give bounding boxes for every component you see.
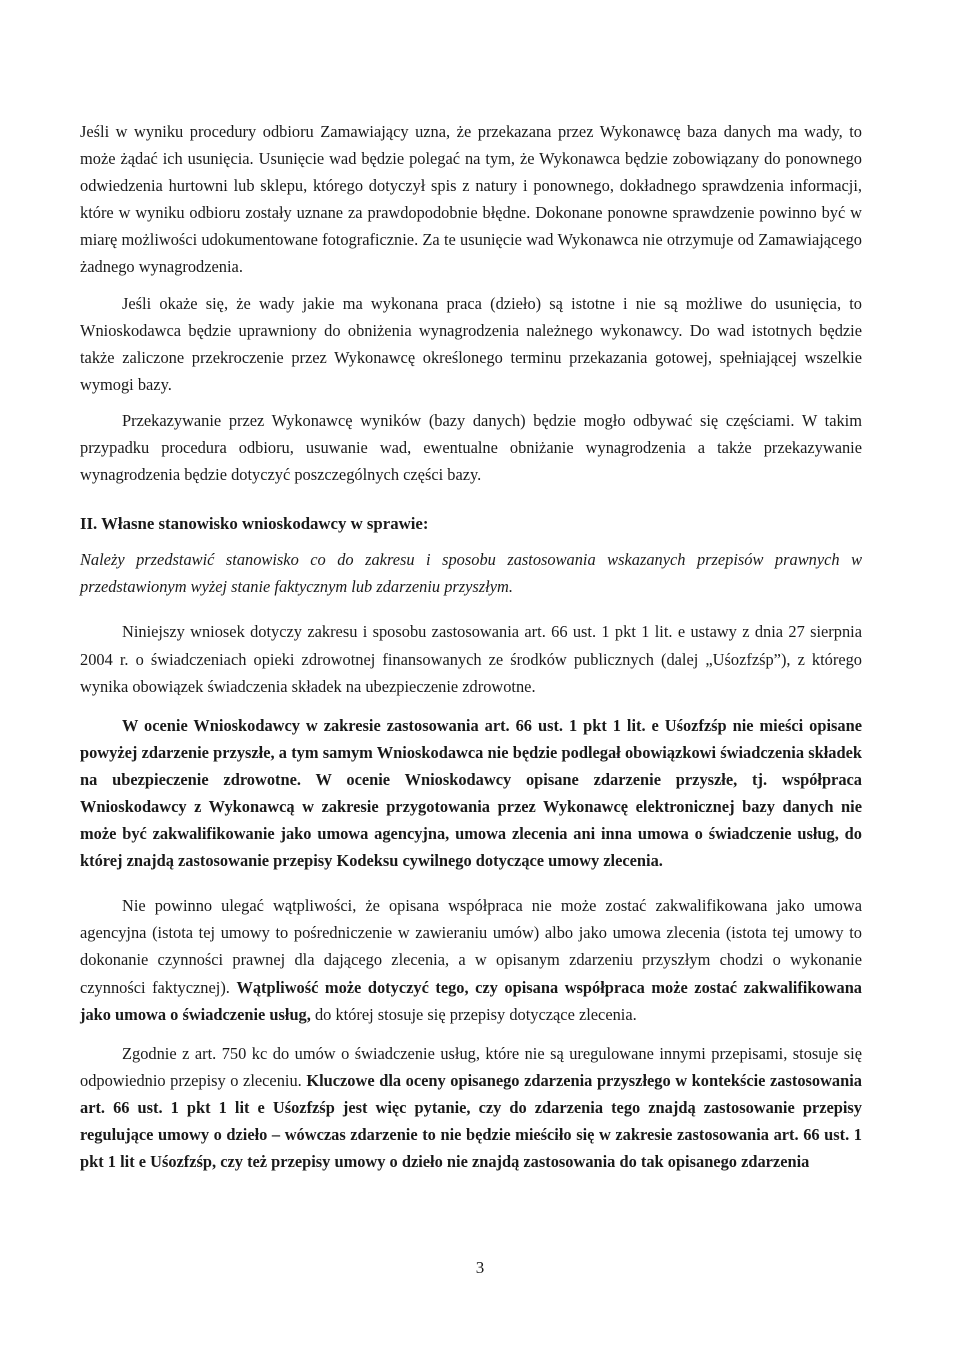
text-regular: Zgodnie z art. 750 kc do umów o świadczenie usług, które nie są uregulowane innymi przepisami, stosuje się odpowiednio przepisy o zleceniu. — [80, 1043, 862, 1090]
text-regular-tail: do której stosuje się przepisy dotyczące zlecenia. — [314, 1004, 637, 1024]
paragraph-applicant-opinion: W ocenie Wnioskodawcy w zakresie zastosowania art. 66 ust. 1 pkt 1 lit. e Uśozfzśp nie mieści opisane powyżej zdarzenie przyszłe, a tym samym Wnioskodawca nie będzie podlegał obowiązkowi świadczenia składek na ubezpieczenie zdrowotne. W ocenie Wnioskodawcy opisane zdarzenie przyszłe, tj. współpraca Wnioskodawcy z Wykonawcą w zakresie przygotowania przez Wykonawcę elektronicznej bazy danych nie może być zakwalifikowanie jako umowa agencyjna, umowa zlecenia ani inna umowa o świadczenie usług, do której znajdą zastosowanie przepisy Kodeksu cywilnego dotyczące umowy zlecenia. — [80, 715, 862, 871]
paragraph-civil-code — [80, 1040, 862, 1175]
paragraph-scope: Niniejszy wniosek dotyczy zakresu i sposobu zastosowania art. 66 ust. 1 pkt 1 lit. e ustawy z dnia 27 sierpnia 2004 r. o świadczeniach opieki zdrowotnej finansowanych ze środków publicznych (dalej „Uśozfzśp”), z którego wynika obowiązek świadczenia składek na ubezpieczenie zdrowotne. — [80, 622, 862, 696]
paragraph-instruction: Należy przedstawić stanowisko co do zakresu i sposobu zastosowania wskazanych przepisów prawnych w przedstawionym wyżej stanie faktycznym lub zdarzeniu przyszłym. — [80, 550, 862, 597]
paragraph-cooperation-qualification — [80, 892, 862, 1027]
document-page — [80, 118, 862, 1175]
paragraph-essential-defects: Jeśli okaże się, że wady jakie ma wykonana praca (dzieło) są istotne i nie są możliwe do usunięcia, to Wnioskodawca będzie uprawniony do obniżenia wynagrodzenia należnego wykonawcy. Do wad istotnych będzie także zaliczone przekroczenie przez Wykonawcę określonego terminu przekazania gotowej, spełniającej wszelkie wymogi bazy. — [80, 293, 862, 394]
text-bold: Kluczowe dla oceny opisanego zdarzenia przyszłego w kontekście zastosowania art. 66 ust. 1 pkt 1 lit e Uśozfzśp jest więc pytanie, czy do zdarzenia tego znajdą zastosowanie przepisy regulujące umowy o dzieło – wówczas zdarzenie to nie będzie mieściło się w zakresie zastosowania art. 66 ust. 1 pkt 1 lit e Uśozfzśp, czy też przepisy umowy o dzieło nie znajdą zastosowania do tak opisanego zdarzenia — [80, 1070, 862, 1172]
text-regular: Nie powinno ulegać wątpliwości, że opisana współpraca nie może zostać zakwalifikowana jako umowa agencyjna (istota tej umowy to pośredniczenie w zawieraniu umów) albo jako umowa zlecenia (istota tej umowy to dokonanie czynności prawnej dla dającego zlecenia, a w opisanym zdarzeniu przyszłym chodzi o wykonanie czynności faktycznej). — [80, 896, 862, 997]
paragraph-partial-delivery: Przekazywanie przez Wykonawcę wyników (bazy danych) będzie mogło odbywać się częściami. W takim przypadku procedura odbioru, usuwanie wad, ewentualne obniżanie wynagrodzenia a także przekazywanie wynagrodzenia będzie dotyczyć poszczególnych części bazy. — [80, 410, 862, 485]
paragraph-defects-removal: Jeśli w wyniku procedury odbioru Zamawiający uzna, że przekazana przez Wykonawcę baza danych ma wady, to może żądać ich usunięcia. Usunięcie wad będzie polegać na tym, że Wykonawca będzie zobowiązany do ponownego odwiedzenia hurtowni lub sklepu, którego dotyczył spis z natury i ponownego, dokładnego sprawdzenia informacji, które w wyniku odbioru zostały uznane za prawdopodobnie błędne. Dokonane ponowne sprawdzenie powinno być w miarę możliwości udokumentowane fotograficznie. Za te usunięcie wad Wykonawca nie otrzymuje od Zamawiającego żadnego wynagrodzenia. — [80, 122, 862, 277]
section-heading: II. Własne stanowisko wnioskodawcy w sprawie: — [80, 514, 429, 534]
text-bold: Wątpliwość może dotyczyć tego, czy opisana współpraca może zostać zakwalifikowana jako umowa o świadczenie usług, — [80, 977, 862, 1024]
page-number: 3 — [475, 1258, 485, 1277]
